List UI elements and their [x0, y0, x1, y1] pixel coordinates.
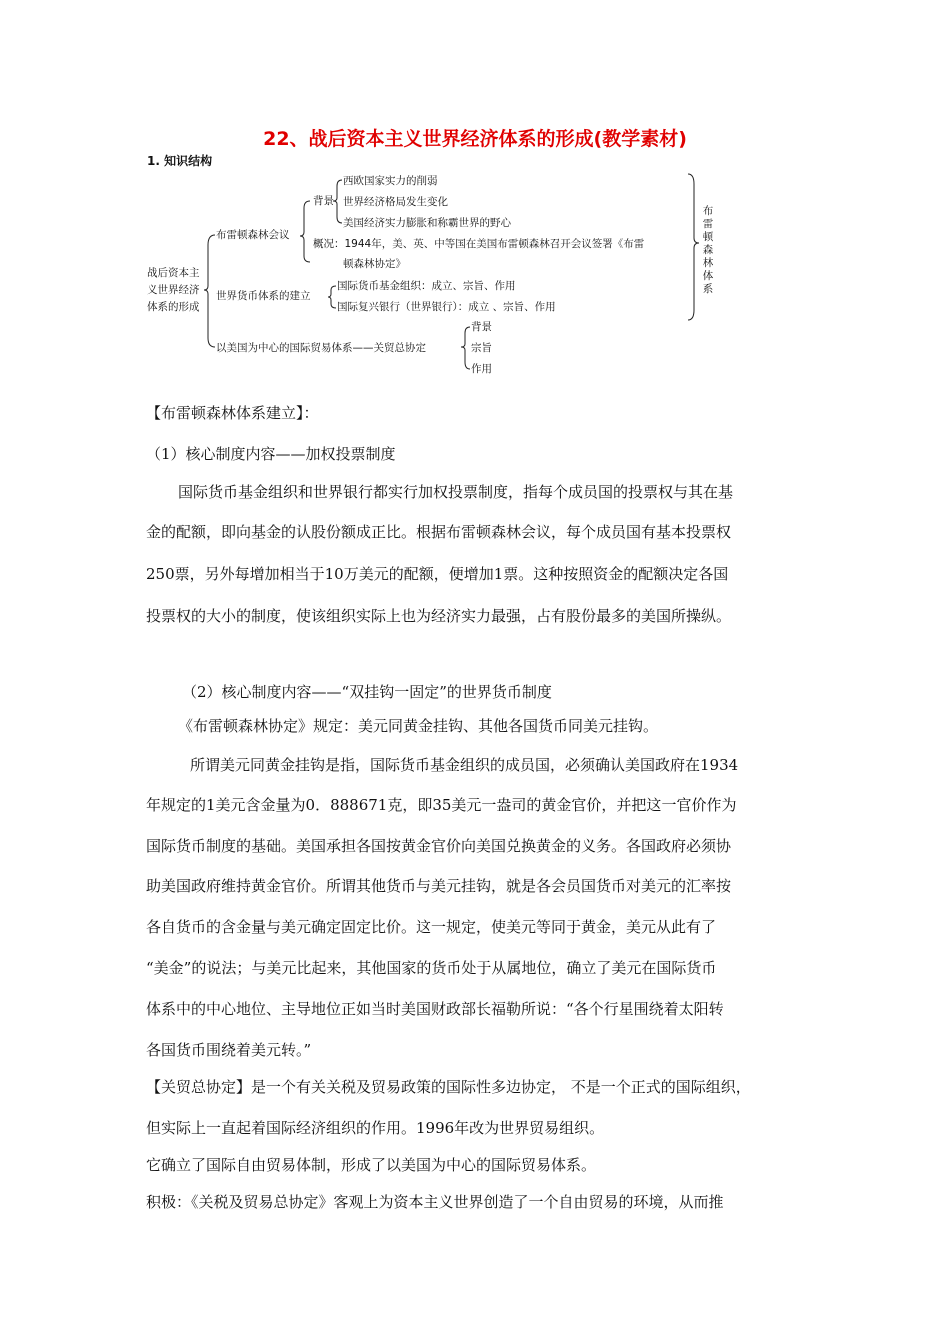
root-line: 战后资本主	[147, 267, 200, 279]
branch-bretton-woods: 布雷顿森林会议	[216, 229, 290, 241]
paragraph-line: 助美国政府维持黄金官价。所谓其他货币与美元挂钩，就是各会员国货币对美元的汇率按	[146, 877, 732, 895]
label-char: 雷	[702, 218, 714, 230]
paragraph-line: 投票权的大小的制度，使该组织实际上也为经济实力最强，占有股份最多的美国所操纵。	[146, 607, 732, 625]
branch-trade-system: 以美国为中心的国际贸易体系——关贸总协定	[216, 342, 426, 354]
root-line: 体系的形成	[147, 301, 200, 313]
diagram-root	[147, 265, 200, 316]
trade-item: 作用	[471, 363, 492, 375]
branch-background: 背景	[313, 195, 334, 207]
section-subtitle-2: （2）核心制度内容——“双挂钩一固定”的世界货币制度	[182, 683, 552, 701]
paragraph-line: 国际货币基金组织和世界银行都实行加权投票制度，指每个成员国的投票权与其在基	[178, 483, 734, 501]
label-char: 布	[702, 205, 714, 217]
trade-item: 背景	[471, 321, 492, 333]
label-char: 顿	[702, 231, 714, 243]
paragraph-line: 【关贸总协定】是一个有关关税及贸易政策的国际性多边协定， 不是一个正式的国际组织，	[146, 1078, 751, 1096]
overview-line-2: 顿森林协定》	[343, 258, 406, 270]
monetary-item: 国际复兴银行（世界银行）：成立 、宗旨、作用	[337, 301, 556, 313]
paragraph-line: 积极：《关税及贸易总协定》客观上为资本主义世界创造了一个自由贸易的环境，从而推	[146, 1193, 724, 1211]
background-item: 世界经济格局发生变化	[343, 196, 448, 208]
paragraph-line: 各国货币围绕着美元转。”	[146, 1041, 312, 1059]
paragraph-line: 但实际上一直起着国际经济组织的作用。1996年改为世界贸易组织。	[146, 1119, 605, 1137]
monetary-item: 国际货币基金组织：成立、宗旨、作用	[337, 280, 516, 292]
label-char: 系	[702, 283, 714, 295]
agreement-rule: 《布雷顿森林协定》规定：美元同黄金挂钩、其他各国货币同美元挂钩。	[178, 717, 659, 735]
page-title: 22、战后资本主义世界经济体系的形成(教学素材)	[263, 128, 687, 150]
section-subtitle-1: （1）核心制度内容——加权投票制度	[146, 445, 396, 463]
paragraph-line: 各自货币的含金量与美元确定固定比价。这一规定，使美元等同于黄金，美元从此有了	[146, 918, 717, 936]
paragraph-line: 250票，另外每增加相当于10万美元的配额，便增加1票。这种按照资金的配额决定各国	[146, 565, 729, 583]
background-item: 西欧国家实力的削弱	[343, 175, 438, 187]
paragraph-line: 它确立了国际自由贸易体制，形成了以美国为中心的国际贸易体系。	[146, 1156, 597, 1174]
paragraph-line: “美金”的说法；与美元比起来，其他国家的货币处于从属地位，确立了美元在国际货币	[146, 959, 717, 977]
section-title-bretton-woods: 【布雷顿森林体系建立】：	[146, 404, 319, 422]
overview-line-1: 概况：1944年，美、英、中等国在美国布雷顿森林召开会议签署《布雷	[313, 238, 645, 250]
right-vertical-label	[702, 205, 714, 296]
root-line: 义世界经济	[147, 284, 200, 296]
knowledge-structure-diagram	[0, 0, 950, 400]
paragraph-line: 金的配额，即向基金的认股份额成正比。根据布雷顿森林会议，每个成员国有基本投票权	[146, 523, 732, 541]
background-item: 美国经济实力膨胀和称霸世界的野心	[343, 217, 511, 229]
label-char: 体	[702, 270, 714, 282]
label-char: 林	[702, 257, 714, 269]
diagram-brackets	[0, 0, 950, 400]
diagram-heading: 1. 知识结构	[147, 154, 213, 168]
paragraph-line: 所谓美元同黄金挂钩是指，国际货币基金组织的成员国，必须确认美国政府在1934	[190, 756, 739, 774]
paragraph-line: 体系中的中心地位、主导地位正如当时美国财政部长福勒所说：“各个行星围绕着太阳转	[146, 1000, 724, 1018]
paragraph-line: 国际货币制度的基础。美国承担各国按黄金官价向美国兑换黄金的义务。各国政府必须协	[146, 837, 732, 855]
label-char: 森	[702, 244, 714, 256]
branch-monetary-system: 世界货币体系的建立	[216, 290, 311, 302]
paragraph-line: 年规定的1美元含金量为0．888671克，即35美元一盎司的黄金官价，并把这一官价作为	[146, 796, 737, 814]
trade-item: 宗旨	[471, 342, 492, 354]
